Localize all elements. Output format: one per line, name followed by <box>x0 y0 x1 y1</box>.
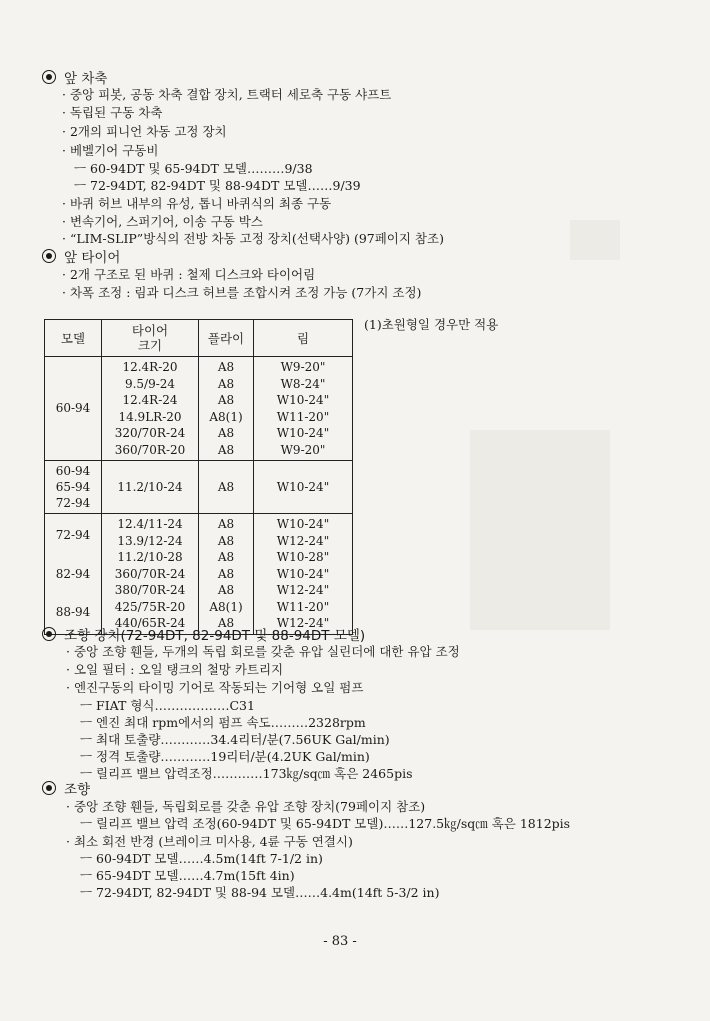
table-cell-line: 12.4R-20 <box>122 360 178 374</box>
table-cell-line: 65-94 <box>55 480 91 494</box>
text-line: ㅡ 엔진 최대 rpm에서의 펌프 속도………2328rpm <box>80 715 366 730</box>
tire-size-cell <box>102 514 199 635</box>
text-line: · 엔진구동의 타이밍 기어로 작동되는 기어형 오일 펌프 <box>66 680 364 695</box>
table-row <box>45 514 353 635</box>
table-row <box>45 461 353 514</box>
text-line: · 최소 회전 반경 (브레이크 미사용, 4륜 구동 연결시) <box>66 834 353 849</box>
bleed-through-block <box>470 430 610 630</box>
table-cell-line: 12.4/11-24 <box>117 517 183 531</box>
ply-cell <box>199 461 254 514</box>
table-cell-line: W12-24" <box>276 616 330 630</box>
table-cell-line: 440/65R-24 <box>114 616 186 630</box>
ply-cell <box>199 514 254 635</box>
table-cell-line: 88-94 <box>55 605 91 619</box>
table-cell-line: 60-94 <box>55 401 91 416</box>
table-cell-line: W11-20" <box>276 409 330 424</box>
table-cell-line: 82-94 <box>55 566 91 581</box>
table-cell-line: W10-24" <box>276 479 330 494</box>
text-line: · 중앙 피봇, 공동 차축 결합 장치, 트랙터 세로축 구동 샤프트 <box>62 87 392 102</box>
ply-cell <box>199 357 254 461</box>
text-line: ㅡ 72-94DT, 82-94DT 및 88-94DT 모델……9/39 <box>74 178 361 193</box>
text-line: · 바퀴 허브 내부의 유성, 톱니 바퀴식의 최종 구동 <box>62 196 332 211</box>
table-cell-line: W10-28" <box>276 550 330 564</box>
bleed-through-block <box>570 220 620 260</box>
table-header: 플라이 <box>199 320 254 357</box>
text-line: · 베벨기어 구동비 <box>62 143 159 158</box>
table-cell-line: A8 <box>217 393 235 407</box>
table-cell-line: 11.2/10-24 <box>117 479 183 494</box>
section-heading-front-axle: 앞 차축 <box>42 70 107 88</box>
table-cell-line: W10-24" <box>276 517 330 531</box>
table-cell-line: A8 <box>217 442 235 457</box>
text-line: ㅡ 60-94DT 및 65-94DT 모델………9/38 <box>74 161 313 176</box>
text-line: ㅡ 65-94DT 모델……4.7m(15ft 4in) <box>80 868 295 883</box>
table-cell-line: W9-20" <box>280 360 326 374</box>
rim-cell <box>254 514 353 635</box>
table-cell-line: 11.2/10-28 <box>117 550 183 564</box>
table-cell-line: W11-20" <box>276 599 330 614</box>
text-line: ㅡ 최대 토출량…………34.4리터/분(7.56UK Gal/min) <box>80 732 390 747</box>
table-row <box>45 357 353 461</box>
table-cell-line: 60-94 <box>55 464 91 478</box>
text-line: ㅡ FIAT 형식………………C31 <box>80 698 255 713</box>
table-cell-line: A8 <box>217 360 235 374</box>
text-line: ㅡ 릴리프 밸브 압력조정…………173㎏/sq㎝ 혹은 2465pis <box>80 766 413 781</box>
tire-spec-table <box>44 319 353 635</box>
tire-size-cell <box>102 357 199 461</box>
table-cell-line: A8(1) <box>209 599 243 614</box>
table-cell-line: 14.9LR-20 <box>118 409 182 424</box>
tire-size-cell <box>102 461 199 514</box>
bullet-circle-icon <box>42 627 56 641</box>
bullet-circle-icon <box>42 70 56 84</box>
table-cell-line: 13.9/12-24 <box>117 533 183 548</box>
text-line: · 독립된 구동 차축 <box>62 105 163 120</box>
text-line: · 2개의 피니언 차동 고정 장치 <box>62 124 227 139</box>
table-cell-line: W12-24" <box>276 533 330 548</box>
table-header: 림 <box>254 320 353 357</box>
text-line: ㅡ 72-94DT, 82-94DT 및 88-94 모델……4.4m(14ft 5-3/2 in) <box>80 885 440 900</box>
table-cell-line: A8(1) <box>209 409 243 424</box>
bullet-circle-icon <box>42 781 56 795</box>
table-cell-line: A8 <box>217 616 235 630</box>
model-cell <box>45 461 102 514</box>
table-cell-line: A8 <box>217 426 235 440</box>
table-cell-line: W12-24" <box>276 583 330 597</box>
section-heading-steering: 조향 <box>42 781 90 799</box>
table-cell-line: W10-24" <box>276 393 330 407</box>
text-line: · “LIM-SLIP”방식의 전방 차동 고정 장치(선택사양) (97페이지 참조) <box>62 231 444 246</box>
text-line: ㅡ 정격 토출량…………19리터/분(4.2UK Gal/min) <box>80 749 370 764</box>
table-cell-line: A8 <box>217 566 235 581</box>
table-cell-line: 72-94 <box>55 496 91 510</box>
text-line: · 2개 구조로 된 바퀴 : 철제 디스크와 타이어림 <box>62 267 316 282</box>
table-cell-line: 12.4R-24 <box>122 393 178 407</box>
table-cell-line: 320/70R-24 <box>114 426 186 440</box>
text-line: · 차폭 조정 : 림과 디스크 허브를 조합시켜 조정 가능 (7가지 조정) <box>62 285 422 300</box>
text-line: ㅡ 릴리프 밸브 압력 조정(60-94DT 및 65-94DT 모델)……127.5㎏/sq㎝ 혹은 1812pis <box>80 816 571 831</box>
table-cell-line: 380/70R-24 <box>114 583 186 597</box>
model-cell <box>45 514 102 635</box>
table-cell-line: 9.5/9-24 <box>124 376 176 391</box>
table-cell-line: A8 <box>217 376 235 391</box>
rim-cell <box>254 461 353 514</box>
table-cell-line: 425/75R-20 <box>114 599 186 614</box>
table-cell-line: A8 <box>217 550 235 564</box>
table-cell-line: A8 <box>217 533 235 548</box>
table-cell-line: 360/70R-20 <box>114 442 186 457</box>
text-line: · 중앙 조향 휀들, 독립회로를 갖춘 유압 조향 장치(79페이지 참조) <box>66 799 426 814</box>
table-cell-line: 72-94 <box>55 528 91 542</box>
table-cell-line: A8 <box>217 517 235 531</box>
table-cell-line: 360/70R-24 <box>114 566 186 581</box>
table-cell-line: A8 <box>217 583 235 597</box>
table-cell-line: W9-20" <box>280 442 326 457</box>
text-line: · 중앙 조향 휀들, 두개의 독립 회로를 갖춘 유압 실린더에 대한 유압 조정 <box>66 644 460 659</box>
table-cell-line: W10-24" <box>276 426 330 440</box>
table-cell-line: A8 <box>217 479 235 494</box>
rim-cell <box>254 357 353 461</box>
table-cell-line: W10-24" <box>276 566 330 581</box>
page-number: - 83 - <box>323 934 357 949</box>
section-heading-front-tire: 앞 타이어 <box>42 249 120 267</box>
text-line: · 오일 필터 : 오일 탱크의 철망 카트리지 <box>66 662 284 677</box>
table-header: 타이어 크기 <box>102 320 199 357</box>
model-cell <box>45 357 102 461</box>
text-line: ㅡ 60-94DT 모델……4.5m(14ft 7-1/2 in) <box>80 851 323 866</box>
section-heading-steering-device: 조향 장치(72-94DT, 82-94DT 및 88-94DT 모델) <box>42 627 365 645</box>
bullet-circle-icon <box>42 249 56 263</box>
text-line: · 변속기어, 스퍼기어, 이송 구동 박스 <box>62 214 263 229</box>
table-cell-line: W8-24" <box>280 376 326 391</box>
table-footnote: (1)초원형일 경우만 적용 <box>364 317 499 332</box>
table-header: 모델 <box>45 320 102 357</box>
